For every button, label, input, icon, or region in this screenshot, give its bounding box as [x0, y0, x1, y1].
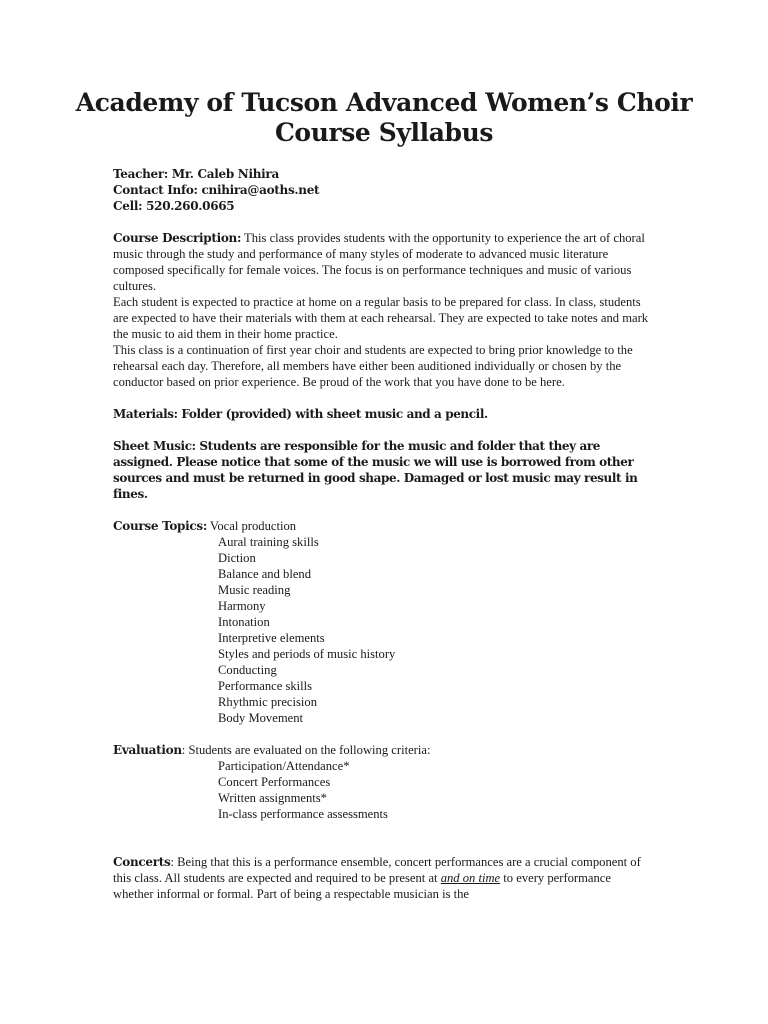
course-topics-label: Course Topics: — [113, 519, 207, 533]
concerts-paragraph: Concerts: Being that this is a performance ensemble, concert performances are a crucial component of this class. All students are expected and required to be present at and on time to every performance whether informal or formal. Part of being a respectable musician is the — [113, 855, 641, 901]
teacher-line: Teacher: Mr. Caleb Nihira — [113, 167, 279, 181]
document-title — [0, 88, 768, 148]
list-item: Styles and periods of music history — [218, 647, 396, 661]
course-description-p2: Each student is expected to practice at home on a regular basis to be prepared for class. In class, students are expected to have their materials with them at each rehearsal. They are expected to take notes and mark the music to aid them in their home practice. — [113, 295, 649, 341]
list-item: Rhythmic precision — [218, 695, 317, 709]
on-time-emphasis: and on time — [440, 871, 501, 885]
list-item: Course Topics: Vocal production — [113, 519, 297, 533]
list-item: Music reading — [218, 583, 291, 597]
list-item: Diction — [218, 551, 256, 565]
list-item: Aural training skills — [218, 535, 319, 549]
sheet-music-paragraph: Sheet Music: Students are responsible for the music and folder that they are assigned. Please notice that some of the music we will use is borrowed from other sources and must be returned in good shape. Damaged or lost music may result in fines. — [113, 439, 638, 501]
course-description-p3: This class is a continuation of first year choir and students are expected to bring prior knowledge to the rehearsal each day. Therefore, all members have either been auditioned individually or chosen by the conductor based on prior experience. Be proud of the work that you have done to be here. — [113, 343, 633, 389]
list-item: Participation/Attendance* — [218, 759, 350, 773]
title-line-2: Course Syllabus — [274, 118, 494, 147]
course-topics-list — [113, 518, 653, 726]
cell-line: Cell: 520.260.0665 — [113, 199, 235, 213]
list-item: Performance skills — [218, 679, 313, 693]
materials-line: Materials: Folder (provided) with sheet music and a pencil. — [113, 407, 488, 421]
list-item: In-class performance assessments — [218, 807, 388, 821]
list-item: Interpretive elements — [218, 631, 325, 645]
list-item: Written assignments* — [218, 791, 327, 805]
list-item: Harmony — [218, 599, 266, 613]
contact-email-line: Contact Info: cnihira@aoths.net — [113, 183, 320, 197]
evaluation-intro: Evaluation: Students are evaluated on the following criteria: — [113, 743, 431, 757]
course-description — [113, 230, 653, 390]
title-line-1: Academy of Tucson Advanced Women’s Choir — [75, 88, 693, 117]
list-item: Intonation — [218, 615, 270, 629]
evaluation-list — [113, 742, 653, 822]
list-item: Balance and blend — [218, 567, 312, 581]
syllabus-body — [113, 166, 653, 902]
concerts-label: Concerts — [113, 855, 171, 869]
list-item: Conducting — [218, 663, 277, 677]
list-item: Concert Performances — [218, 775, 331, 789]
evaluation-label: Evaluation — [113, 743, 182, 757]
course-description-p1: This class provides students with the opportunity to experience the art of choral music through the study and performance of many styles of moderate to advanced music literature composed specifically for female voices. The focus is on performance techniques and music of various cultures. — [113, 231, 645, 293]
contact-block — [113, 166, 653, 214]
course-description-label: Course Description: — [113, 231, 242, 245]
list-item: Body Movement — [218, 711, 304, 725]
